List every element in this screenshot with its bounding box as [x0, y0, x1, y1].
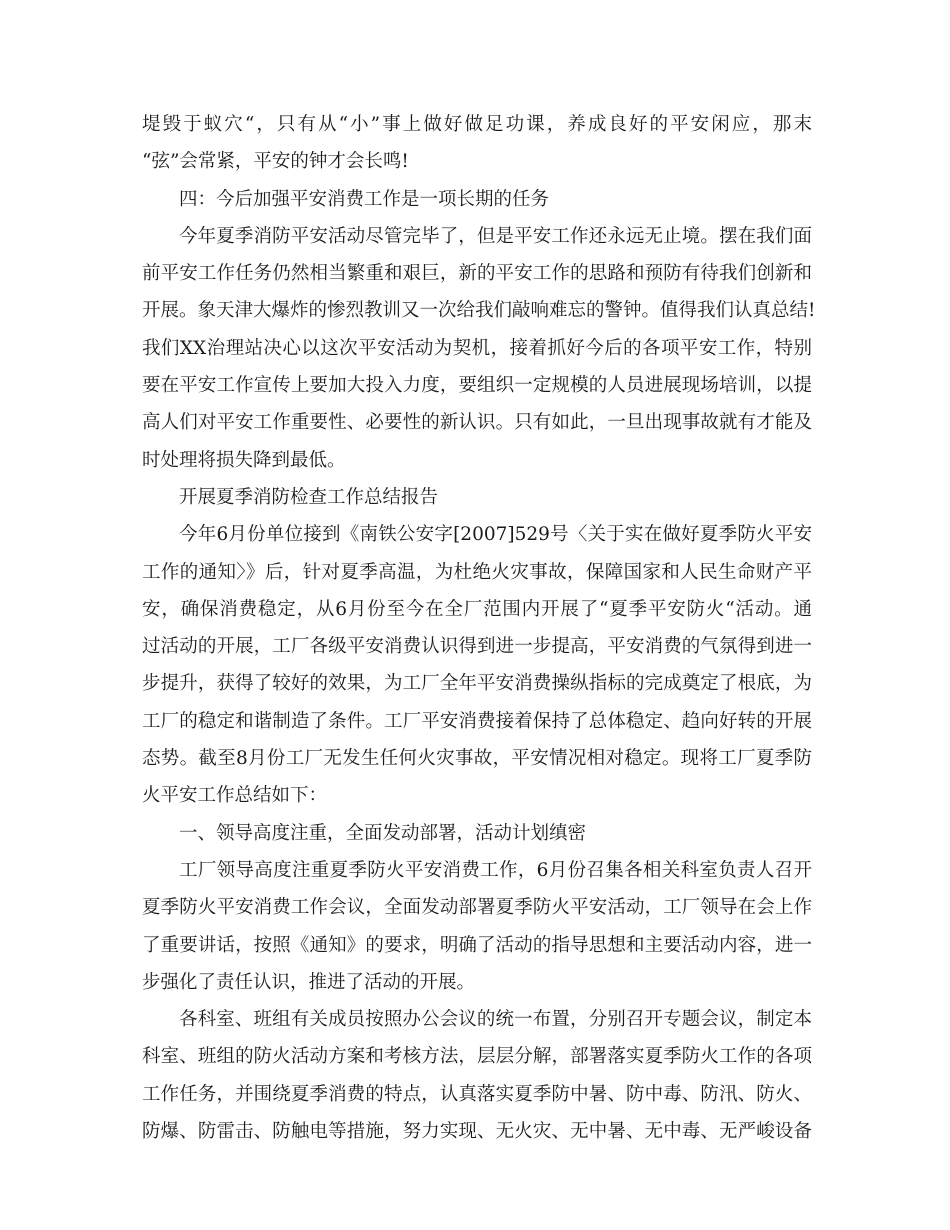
text-line: 工作任务，并围绕夏季消费的特点，认真落实夏季防中暑、防中毒、防汛、防火、 — [142, 1083, 812, 1105]
text-line: 开展夏季消防检查工作总结报告 — [179, 486, 439, 508]
text-line: 堤毁于蚁穴“，只有从“小”事上做好做足功课，养成良好的平安闲应，那末 — [142, 114, 812, 135]
text-line: 态势。截至8月份工厂无发生任何火灾事故，平安情况相对稳定。现将工厂夏季防 — [142, 748, 812, 770]
text-line: 高人们对平安工作重要性、必要性的新认识。只有如此，一旦出现事故就有才能及 — [142, 412, 812, 434]
text-line: 我们XX治理站决心以这次平安活动为契机，接着抓好今后的各项平安工作，特别 — [142, 337, 812, 359]
text-line: 安，确保消费稳定，从6月份至今在全厂范围内开展了“夏季平安防火“活动。通 — [142, 598, 812, 620]
document-body — [142, 106, 816, 1150]
text-line: 工厂领导高度注重夏季防火平安消费工作，6月份召集各相关科室负责人召开 — [179, 859, 812, 881]
text-line: 要在平安工作宣传上要加大投入力度，要组织一定规模的人员进展现场培训，以提 — [142, 375, 812, 397]
text-line: 各科室、班组有关成员按照办公会议的统一布置，分别召开专题会议，制定本 — [179, 1009, 812, 1031]
text-line: 工作的通知〉》后，针对夏季高温，为杜绝火灾事故，保障国家和人民生命财产平 — [142, 561, 812, 583]
text-line: 步提升，获得了较好的效果，为工厂全年平安消费操纵指标的完成奠定了根底，为 — [142, 673, 812, 695]
text-line: 前平安工作任务仍然相当繁重和艰巨，新的平安工作的思路和预防有待我们创新和 — [142, 263, 812, 285]
text-line: “弦”会常紧，平安的钟才会长鸣! — [142, 151, 409, 173]
text-line: 火平安工作总结如下： — [142, 785, 328, 807]
text-line: 步强化了责任认识，推进了活动的开展。 — [142, 971, 476, 993]
text-line: 开展。象天津大爆炸的惨烈教训又一次给我们敲响难忘的警钟。值得我们认真总结! — [142, 300, 816, 322]
text-line: 了重要讲话，按照《通知》的要求，明确了活动的指导思想和主要活动内容，进一 — [142, 934, 812, 956]
text-line: 时处理将损失降到最低。 — [142, 449, 346, 471]
text-line: 科室、班组的防火活动方案和考核方法，层层分解，部署落实夏季防火工作的各项 — [142, 1046, 812, 1068]
text-line: 夏季防火平安消费工作会议，全面发动部署夏季防火平安活动，工厂领导在会上作 — [142, 897, 812, 919]
text-line: 一、领导高度注重，全面发动部署，活动计划缜密 — [179, 822, 587, 844]
text-line: 四：今后加强平安消费工作是一项长期的任务 — [179, 188, 550, 210]
text-line: 过活动的开展，工厂各级平安消费认识得到进一步提高，平安消费的气氛得到进一 — [142, 636, 812, 658]
text-line: 工厂的稳定和谐制造了条件。工厂平安消费接着保持了总体稳定、趋向好转的开展 — [142, 710, 812, 732]
text-line: 今年夏季消防平安活动尽管完毕了，但是平安工作还永远无止境。摆在我们面 — [179, 225, 812, 247]
text-line: 今年6月份单位接到《南铁公安字[2007]529号〈关于实在做好夏季防火平安 — [179, 524, 812, 546]
text-line: 防爆、防雷击、防触电等措施，努力实现、无火灾、无中暑、无中毒、无严峻设备 — [142, 1121, 812, 1143]
